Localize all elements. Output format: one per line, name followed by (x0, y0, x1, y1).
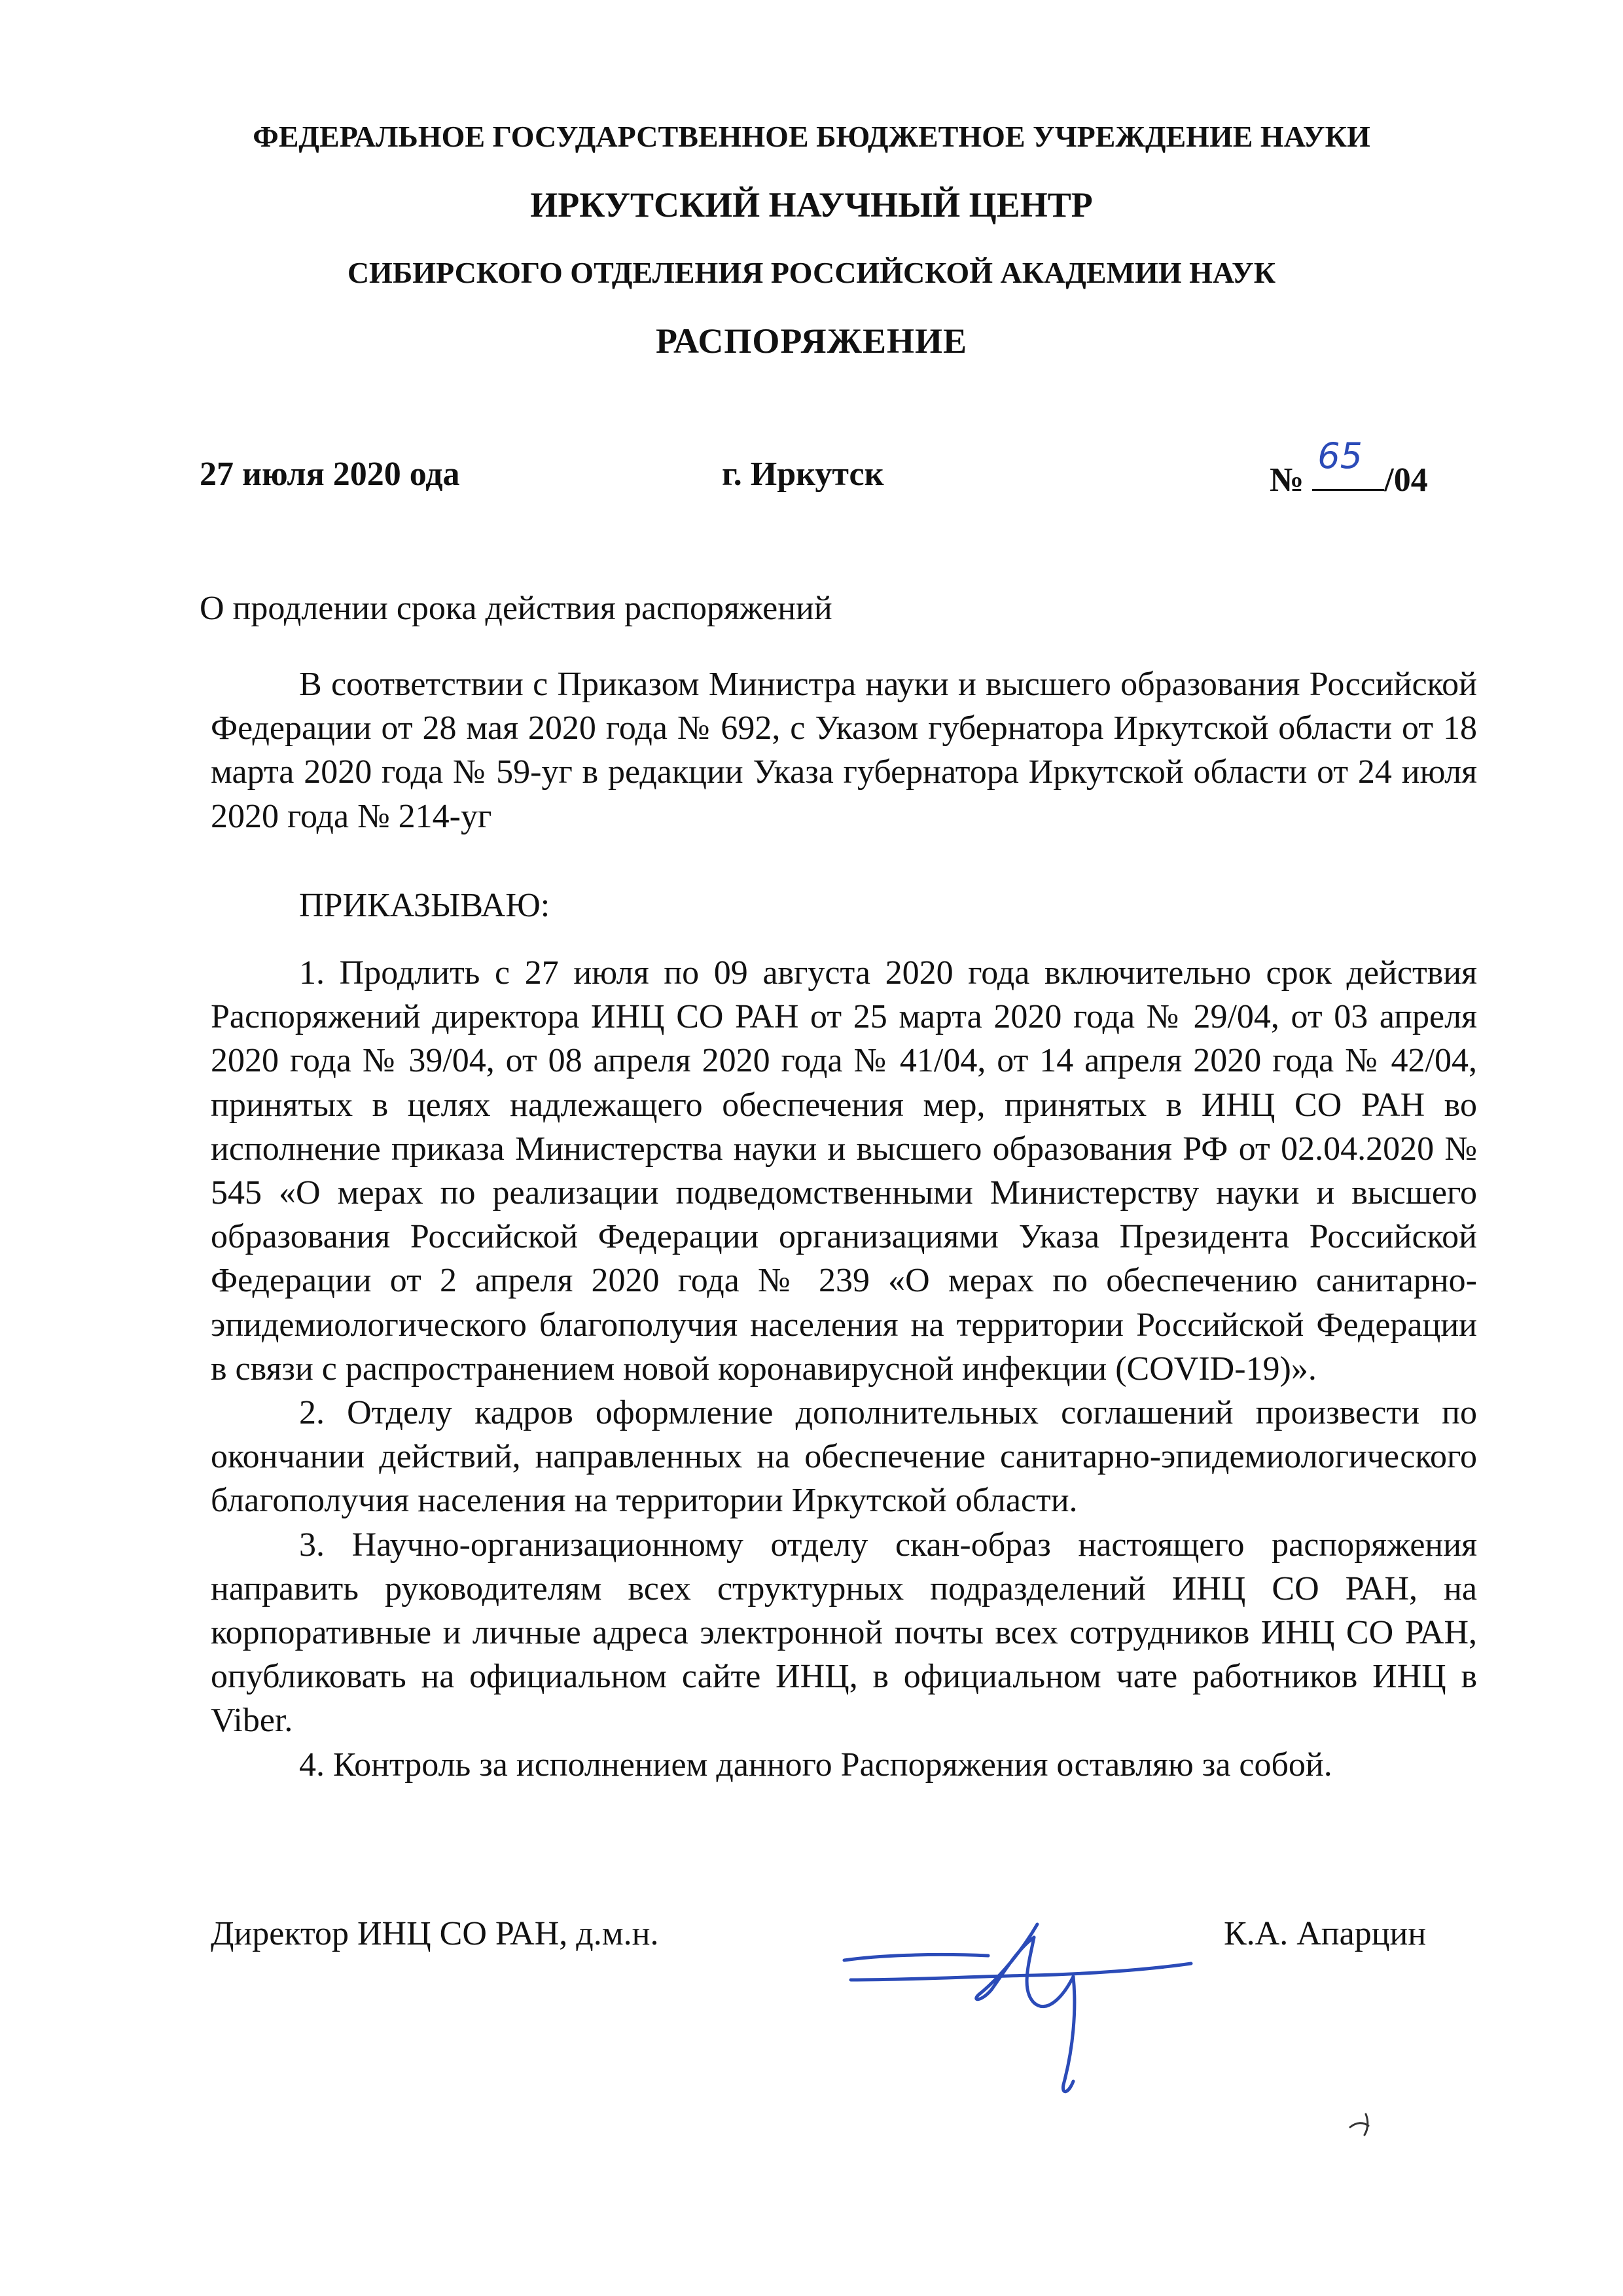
signatory-name: К.А. Апарцин (1224, 1915, 1427, 1952)
intro-paragraph (211, 662, 1477, 838)
order-items (211, 951, 1477, 1787)
document-date: 27 июля 2020 ода (200, 456, 460, 493)
number-blank (1312, 435, 1384, 491)
signatory-title: Директор ИНЦ СО РАН, д.м.н. (211, 1915, 659, 1952)
order-item-3: 3. Научно-организационному отделу скан-образ настоящего распоряжения направить руководителям всех структурных подразделений ИНЦ СО РАН, на корпоративные и личные адреса электронной почты всех сотрудников ИНЦ СО РАН, опубликовать на официальном сайте ИНЦ, в официальном чате работников ИНЦ в Viber. (211, 1526, 1477, 1740)
intro-text: В соответствии с Приказом Министра науки и высшего образования Российской Федерации от 28 мая 2020 года № 692, с Указом губернатора Иркутской области от 18 марта 2020 года № 59-уг в редакции Указа губернатора Иркутской области от 24 июля 2020 года № 214-уг (211, 666, 1477, 835)
institution-line-2: ИРКУТСКИЙ НАУЧНЫЙ ЦЕНТР (530, 185, 1093, 224)
number-prefix: № (1270, 461, 1304, 499)
order-word: ПРИКАЗЫВАЮ: (299, 887, 550, 924)
handwritten-number: 65 (1317, 435, 1363, 476)
order-item-2: 2. Отделу кадров оформление дополнительных соглашений произвести по окончании действий, направленных на обеспечение санитарно-эпидемиологического благополучия населения на территории Иркутской области. (211, 1394, 1477, 1520)
ink-speck-mark (1345, 2108, 1384, 2140)
order-item-1: 1. Продлить с 27 июля по 09 августа 2020 года включительно срок действия Распоряжений директора ИНЦ СО РАН от 25 марта 2020 года № 29/04, от 03 апреля 2020 года № 39/04, от 08 апреля 2020 года № 41/04, от 14 апреля 2020 года № 42/04, принятых в целях надлежащего обеспечения мер, принятых в ИНЦ СО РАН во исполнение приказа Министерства науки и высшего образования РФ от 02.04.2020 № 545 «О мерах по реализации подведомственными Министерству науки и высшего образования Российской Федерации организациями Указа Президента Российской Федерации от 2 апреля 2020 года № 239 «О мерах по обеспечению санитарно-эпидемиологического благополучия населения на территории Российской Федерации в связи с распространением новой коронавирусной инфекции (COVID-19)». (211, 954, 1477, 1388)
order-block (211, 884, 1477, 927)
document-subject: О продлении срока действия распоряжений (200, 590, 832, 627)
document-number (1270, 435, 1428, 499)
handwritten-signature (838, 1898, 1204, 2114)
institution-line-3: СИБИРСКОГО ОТДЕЛЕНИЯ РОССИЙСКОЙ АКАДЕМИИ НАУК (347, 256, 1276, 289)
document-city: г. Иркутск (722, 456, 884, 493)
number-suffix: /04 (1384, 461, 1428, 499)
document-type: РАСПОРЯЖЕНИЕ (655, 321, 968, 361)
institution-line-1: ФЕДЕРАЛЬНОЕ ГОСУДАРСТВЕННОЕ БЮДЖЕТНОЕ УЧРЕЖДЕНИЕ НАУКИ (253, 120, 1370, 153)
order-item-4: 4. Контроль за исполнением данного Распоряжения оставляю за собой. (299, 1746, 1332, 1784)
